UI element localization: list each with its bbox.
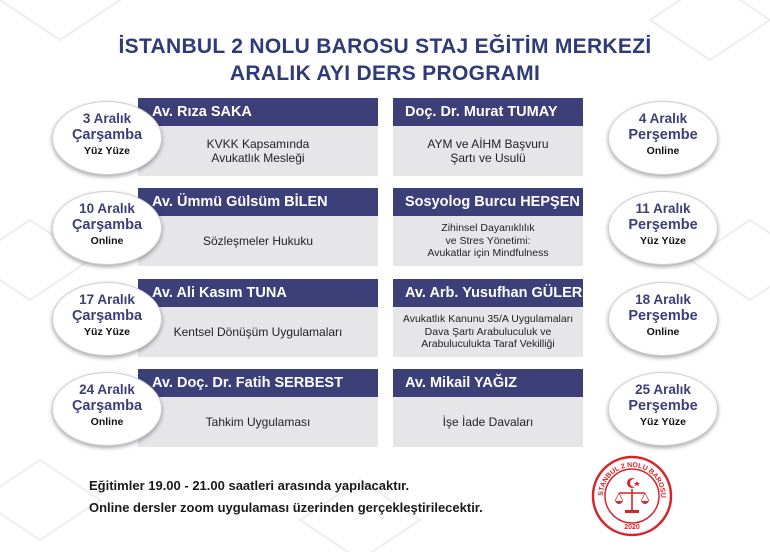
- day-label: Çarşamba: [71, 398, 143, 414]
- date-label: 3 Aralık: [82, 111, 132, 126]
- lesson-subject: KVKK Kapsamında Avukatlık Mesleği: [138, 126, 378, 176]
- speaker-name: Av. Arb. Yusufhan GÜLER: [393, 279, 583, 307]
- lesson-subject: Tahkim Uygulaması: [138, 397, 378, 447]
- day-label: Perşembe: [628, 308, 698, 324]
- day-label: Perşembe: [628, 398, 698, 414]
- date-badge: [52, 372, 162, 446]
- lesson-card-right: [393, 369, 613, 447]
- schedule-hours-note: Eğitimler 19.00 - 21.00 saatleri arasında yapılacaktır.: [89, 478, 410, 493]
- day-label: Çarşamba: [71, 127, 143, 143]
- date-badge: [52, 282, 162, 356]
- date-label: 24 Aralık: [79, 382, 135, 397]
- speaker-name: Av. Rıza SAKA: [138, 98, 378, 126]
- lesson-card-right: [393, 188, 613, 266]
- day-label: Perşembe: [628, 127, 698, 143]
- svg-text:2020: 2020: [624, 524, 640, 531]
- schedule-row: [0, 369, 770, 447]
- online-zoom-note: Online dersler zoom uygulaması üzerinden gerçekleştirilecektir.: [89, 500, 483, 515]
- speaker-name: Av. Ali Kasım TUNA: [138, 279, 378, 307]
- mode-label: Yüz Yüze: [84, 326, 130, 338]
- mode-label: Yüz Yüze: [84, 145, 130, 157]
- lesson-subject: Kentsel Dönüşüm Uygulamaları: [138, 307, 378, 357]
- date-badge: [608, 191, 718, 265]
- date-badge: [52, 101, 162, 175]
- mode-label: Online: [90, 235, 124, 247]
- lesson-subject: AYM ve AİHM Başvuru Şartı ve Usulü: [393, 126, 583, 176]
- mode-label: Yüz Yüze: [640, 416, 686, 428]
- lesson-subject: Zihinsel Dayanıklılık ve Stres Yönetimi: Avukatlar için Mindfulness: [393, 216, 583, 266]
- speaker-name: Av. Doç. Dr. Fatih SERBEST: [138, 369, 378, 397]
- speaker-name: Av. Ümmü Gülsüm BİLEN: [138, 188, 378, 216]
- svg-text:İSTANBUL 2 NOLU BAROSU: STANBUL 2 NOLU BAROSU: [597, 461, 667, 498]
- mode-label: Yüz Yüze: [640, 235, 686, 247]
- page-subtitle: ARALIK AYI DERS PROGRAMI: [229, 62, 541, 85]
- date-badge: [608, 282, 718, 356]
- lesson-subject: İşe İade Davaları: [393, 397, 583, 447]
- schedule-row: [0, 188, 770, 266]
- date-label: 17 Aralık: [79, 292, 135, 307]
- date-badge: [608, 101, 718, 175]
- day-label: Perşembe: [628, 217, 698, 233]
- schedule-row: [0, 279, 770, 357]
- date-badge: [52, 191, 162, 265]
- speaker-name: Av. Mikail YAĞIZ: [393, 369, 583, 397]
- lesson-card-right: [393, 98, 613, 176]
- speaker-name: Doç. Dr. Murat TUMAY: [393, 98, 583, 126]
- date-label: 25 Aralık: [635, 382, 691, 397]
- day-label: Çarşamba: [71, 308, 143, 324]
- day-label: Çarşamba: [71, 217, 143, 233]
- bar-association-seal-logo: [591, 455, 673, 537]
- date-badge: [608, 372, 718, 446]
- page-title: İSTANBUL 2 NOLU BAROSU STAJ EĞİTİM MERKEZİ: [118, 35, 652, 58]
- lesson-subject: Avukatlık Kanunu 35/A Uygulamaları Dava Şartı Arabuluculuk ve Arabuluculukta Taraf Vekilliği: [393, 307, 583, 357]
- date-label: 18 Aralık: [635, 292, 691, 307]
- date-label: 10 Aralık: [79, 201, 135, 216]
- lesson-subject: Sözleşmeler Hukuku: [138, 216, 378, 266]
- speaker-name: Sosyolog Burcu HEPŞEN: [393, 188, 583, 216]
- date-label: 11 Aralık: [635, 201, 691, 216]
- mode-label: Online: [646, 145, 680, 157]
- date-label: 4 Aralık: [638, 111, 688, 126]
- lesson-card-right: [393, 279, 613, 357]
- mode-label: Online: [646, 326, 680, 338]
- schedule-row: [0, 98, 770, 176]
- mode-label: Online: [90, 416, 124, 428]
